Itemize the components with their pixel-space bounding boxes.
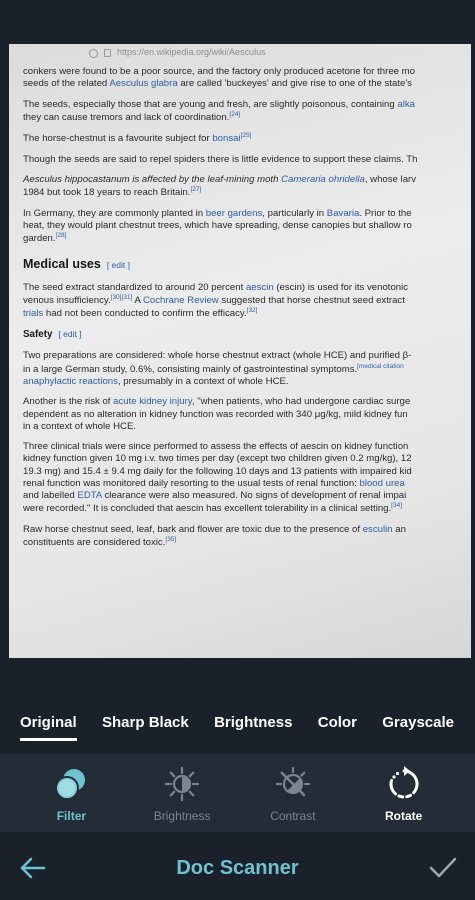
- section-title: Medical uses: [23, 256, 101, 271]
- doc-link: Aesculus glabra: [109, 78, 178, 90]
- doc-citation: [35]: [165, 536, 177, 544]
- info-icon: [89, 49, 98, 58]
- doc-line: [23, 174, 471, 186]
- doc-text: The seed extract standardized to around 20 percent: [23, 281, 246, 293]
- doc-text: Two preparations are considered: whole horse chestnut extract (whole HCE) and purified β-: [23, 350, 412, 362]
- doc-link: acute kidney injury: [113, 396, 192, 408]
- doc-link: Bavaria: [326, 207, 360, 219]
- doc-link: EDTA: [77, 490, 102, 502]
- doc-citation: [25]: [240, 132, 252, 140]
- section-title: Safety: [23, 328, 53, 340]
- confirm-button[interactable]: [425, 850, 461, 886]
- doc-link: anaphylactic reactions: [23, 376, 118, 388]
- doc-line: [23, 154, 471, 166]
- doc-line: [23, 466, 471, 478]
- doc-text: in a context of whole HCE.: [23, 420, 137, 432]
- doc-text: Though the seeds are said to repel spiders there is little evidence to support these claims. Th: [23, 153, 418, 165]
- edit-link: [ edit ]: [58, 328, 82, 339]
- doc-text: in a large German study, 0.6%, consisting mainly of gastrointestinal symptoms.: [23, 363, 358, 375]
- doc-paragraph-trials: [23, 441, 471, 516]
- filter-tab-brightness[interactable]: Brightness: [214, 713, 293, 731]
- doc-line: [23, 208, 471, 220]
- doc-text: Raw horse chestnut seed, leaf, bark and flower are toxic due to the presence of: [23, 523, 363, 535]
- doc-paragraph-intro: [23, 66, 471, 91]
- doc-line: [23, 502, 471, 515]
- doc-citation: [34]: [391, 502, 403, 510]
- doc-line: [23, 78, 471, 90]
- brightness-tool-label: Brightness: [153, 808, 211, 823]
- doc-line: [23, 453, 471, 465]
- doc-text: The horse-chestnut is a favourite subject for: [23, 133, 213, 145]
- doc-link: esculin: [362, 523, 393, 535]
- doc-text: seeds of the related: [23, 78, 110, 90]
- doc-line: [23, 490, 471, 502]
- doc-line: [23, 111, 471, 124]
- filter-tab-grayscale[interactable]: Grayscale: [382, 713, 454, 731]
- doc-paragraph-spiders: [23, 154, 471, 166]
- checkmark-icon: [428, 856, 458, 880]
- doc-line: [23, 441, 471, 453]
- filter-tool-button[interactable]: [23, 764, 119, 823]
- doc-paragraph-bonsai: [23, 132, 471, 145]
- contrast-icon: [273, 764, 313, 804]
- doc-paragraph-moth: [23, 174, 471, 200]
- doc-text: heat, they would plant chestnut trees, which have spreading, dense canopies but shallow ro: [23, 219, 412, 231]
- doc-citation: [27]: [190, 186, 202, 194]
- doc-citation: [28]: [55, 232, 67, 240]
- doc-line: [23, 66, 471, 78]
- section-heading-medical-uses: [23, 256, 471, 272]
- section-heading-safety: [23, 329, 471, 342]
- filter-icon: [51, 764, 91, 804]
- lock-icon: [104, 49, 111, 57]
- doc-link: beer gardens: [205, 207, 263, 219]
- doc-text: renal function was monitored daily resorting to the usual tests of renal function:: [23, 477, 360, 489]
- document-text: [23, 58, 471, 558]
- doc-line: [23, 396, 471, 408]
- doc-text: an: [392, 523, 406, 535]
- brightness-tool-button[interactable]: [134, 764, 230, 823]
- doc-text: garden.: [23, 233, 56, 245]
- filter-tab-original[interactable]: Original: [20, 708, 77, 743]
- doc-text: , presumably in a context of whole HCE.: [117, 376, 289, 388]
- doc-citation: [medical citation: [357, 362, 404, 370]
- doc-text: had not been conducted to confirm the efficacy.: [43, 308, 247, 320]
- filter-tab-bar: [0, 700, 475, 750]
- doc-citation: [24]: [229, 110, 241, 118]
- doc-line: [23, 282, 471, 294]
- doc-text: , whose larv: [364, 173, 417, 185]
- back-arrow-icon: [18, 856, 46, 880]
- doc-text: In Germany, they are commonly planted in: [23, 207, 206, 219]
- doc-text: kidney function given 10 mg i.v. two times per day (except two children given 0.2 mg/kg), 12: [23, 453, 412, 465]
- doc-text: and labelled: [23, 490, 78, 502]
- doc-link: bonsai: [212, 133, 241, 145]
- doc-line: [23, 536, 471, 549]
- doc-text: 19.3 mg) and 15.4 ± 9.4 mg daily for the following 10 days and 13 patients with impaired kid: [23, 465, 412, 477]
- doc-text: were recorded." It is concluded that aescin has excellent tolerability in a clinical setting.: [23, 503, 392, 515]
- contrast-tool-label: Contrast: [270, 808, 316, 823]
- app-title: Doc Scanner: [176, 856, 299, 879]
- bottom-app-bar: [0, 836, 475, 900]
- doc-line: [23, 524, 471, 536]
- doc-line: [23, 363, 471, 376]
- brightness-icon: [162, 764, 202, 804]
- doc-line: [23, 409, 471, 421]
- doc-citation: [32]: [246, 307, 258, 315]
- filter-tab-color[interactable]: Color: [317, 713, 357, 731]
- filter-tab-sharp-black[interactable]: Sharp Black: [102, 713, 189, 731]
- edit-toolbar: [0, 754, 475, 832]
- doc-line: [23, 376, 471, 388]
- doc-text: constituents are considered toxic.: [23, 537, 166, 549]
- doc-text: 1984 but took 18 years to reach Britain.: [23, 187, 191, 199]
- doc-link: trials: [23, 308, 44, 320]
- doc-line: [23, 186, 471, 199]
- rotate-icon: [384, 764, 424, 804]
- doc-text: are called 'buckeyes' and give rise to one of the state's: [177, 78, 412, 90]
- doc-citation: [30][31]: [110, 293, 133, 301]
- doc-line: [23, 307, 471, 320]
- doc-text: suggested that horse chestnut seed extract: [218, 295, 405, 307]
- doc-line: [23, 132, 471, 145]
- contrast-tool-button[interactable]: [245, 764, 341, 823]
- doc-paragraph-seeds: [23, 99, 471, 125]
- doc-line: [23, 294, 471, 307]
- doc-text: Aesculus hippocastanum is affected by the leaf-mining moth: [23, 173, 282, 185]
- doc-line: [23, 99, 471, 111]
- doc-text: dependent as no alteration in kidney function was recorded with 340 μg/kg, mild kidney fun: [23, 408, 408, 420]
- filter-tool-label: Filter: [56, 808, 87, 823]
- doc-line: [23, 220, 471, 232]
- back-button[interactable]: [14, 850, 50, 886]
- captured-url: https://en.wikipedia.org/wiki/Aesculus: [117, 47, 266, 58]
- doc-text: The seeds, especially those that are young and fresh, are slightly poisonous, containing: [23, 98, 398, 110]
- doc-link: Cochrane Review: [143, 295, 219, 307]
- doc-paragraph-germany: [23, 208, 471, 246]
- doc-text: (escin) is used for its venotonic: [273, 281, 409, 293]
- doc-paragraph-kidney: [23, 396, 471, 433]
- doc-paragraph-safety: [23, 350, 471, 388]
- doc-text: they can cause tremors and lack of coordination.: [23, 111, 230, 123]
- doc-line: [23, 478, 471, 490]
- doc-text: Another is the risk of: [23, 396, 114, 408]
- doc-line: [23, 350, 471, 362]
- doc-text: clearance were also measured. No signs of development of renal impai: [101, 490, 407, 502]
- doc-paragraph-medical: [23, 282, 471, 321]
- doc-link: Cameraria ohridella: [281, 173, 365, 185]
- doc-link: alka: [397, 98, 415, 110]
- doc-line: [23, 421, 471, 433]
- doc-text: Three clinical trials were since performed to assess the effects of aescin on kidney function: [23, 441, 409, 453]
- doc-link: aescin: [245, 281, 274, 293]
- doc-link: blood urea: [359, 477, 405, 489]
- doc-paragraph-raw: [23, 524, 471, 550]
- doc-text: A: [132, 295, 143, 307]
- doc-text: venous insufficiency.: [23, 295, 111, 307]
- doc-line: [23, 232, 471, 245]
- rotate-tool-button[interactable]: [356, 764, 452, 823]
- doc-text: , "when patients, who had undergone cardiac surge: [191, 396, 411, 408]
- rotate-tool-label: Rotate: [384, 808, 423, 823]
- doc-text: , particularly in: [262, 207, 327, 219]
- scanned-document-image[interactable]: [9, 44, 471, 658]
- edit-link: [ edit ]: [106, 259, 130, 270]
- doc-text: . Prior to the: [359, 207, 412, 219]
- doc-text: conkers were found to be a poor source, and the factory only produced acetone for three mo: [23, 66, 415, 77]
